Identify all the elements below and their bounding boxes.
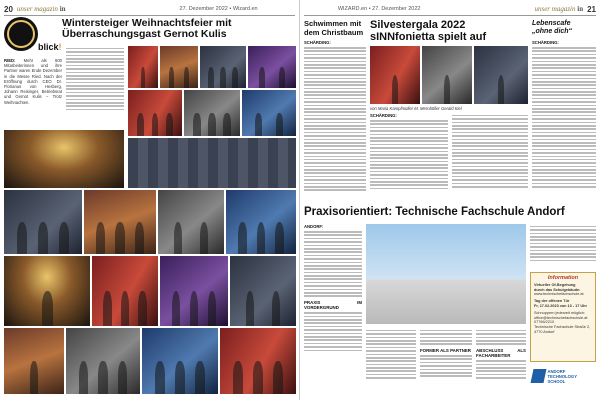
photo-group-bottom-2 [142,328,218,394]
photo-table-far [226,190,296,254]
right-page-number: 21 [587,4,596,14]
photo-group-blue [242,90,296,136]
info-link[interactable]: www.technischefachschule.at [534,292,584,297]
story1-column: SCHÄRDING: [304,40,366,200]
photo-audience [128,138,296,188]
info-line: durch das Schulgebäude: [534,287,581,292]
left-intro-column: RIED: Mehr als 600 Mitarbeiterinnen und ihre Partner waren Ende Dezember in die Messe Ried. Nach der Eröffnung durch CEO Dr. Florianus von Hesberg, Johann Reisinger, Betriebsrat und Gernot Kulis – Trotz Weihnachten. [4,58,62,105]
right-header-rule [304,15,596,16]
left-header-rule [4,15,295,16]
school-logo-icon [531,369,547,383]
left-text-column-2 [66,46,124,126]
main-column-5 [530,224,596,270]
main-column-2 [366,328,416,394]
photo-group-gray [184,90,240,136]
photo-guests [128,46,158,88]
unser-blick-logo-text: blick! [38,42,62,52]
photo-table-left [4,190,82,254]
main-column-3: FORMER ALS PARTNER [420,328,472,394]
information-box [530,272,596,362]
school-logo-text: ANDORF TECHNOLOGY SCHOOL [547,368,577,384]
photo-couple [160,46,198,88]
photo-kampfmueller [370,46,420,104]
story3-column: SCHÄRDING: [532,40,596,200]
information-title: Information [547,275,579,281]
story3-title: Lebenscafe „ohne dich“ [532,20,573,35]
photo-group-red [128,90,182,136]
unser-blick-logo [4,17,38,51]
left-page-number: 20 [4,4,13,14]
left-magazine-name: unser magazin in [16,5,66,13]
left-page-header [0,4,299,14]
right-page-header [300,4,600,14]
main-headline: Praxisorientiert: Technische Fachschule Andorf [304,206,565,218]
info-phone: 07766/2210 [534,320,555,325]
photo-table-mid [84,190,156,254]
story1-title: Schwimmen mit dem Christbaum [304,19,364,37]
photo-table-right [158,190,224,254]
info-line: Tag der offenen Tür [534,299,570,304]
info-line: Schnuppern jederzeit möglich: [534,310,586,315]
story2-column-2 [452,113,528,200]
andorf-technology-school-logo [532,364,594,388]
story2-column-1: SCHÄRDING: [370,113,448,200]
photo-hall [4,130,124,188]
main-column-1: ANDORF: PRAXIS IM VORDERGRUND [304,224,362,394]
left-date-line: 27. Dezember 2022 • Wizard.en [179,6,258,12]
photo-kiel [474,46,528,104]
right-date-line: WIZARD.en • 27. Dezember 2022 [337,6,421,12]
photo-table [200,46,246,88]
photo-staff-red [92,256,158,326]
story2-title: Silvestergala 2022 sINNfonietta spielt auf [370,19,487,43]
photo-group-bottom-1 [66,328,140,394]
story2-caption: von Maria Kampfmüller M. Mernböller Gerald Kiel [370,106,462,111]
main-column-4: ABSCHLUSS ALS FACHARBEITER [476,328,526,394]
right-page [300,0,600,400]
left-headline: Wintersteiger Weihnachtsfeier mit Überraschungsgast Gernot Kulis [62,17,232,41]
info-line: Virtueller Of-Begehung [534,282,576,287]
photo-kulis [4,328,64,394]
photo-stage-performer [4,256,90,326]
photo-group-bottom-3 [220,328,296,394]
photo-staff-purple [160,256,228,326]
photo-women [248,46,296,88]
photo-mernboeller [422,46,472,104]
info-line: Fr, 17.02.2023 von 13 - 17 Uhr [534,303,587,308]
info-address: Technische Fachschule Straße 2, 4770 Andorf [534,325,591,334]
right-magazine-name: unser magazin in [534,5,584,13]
info-email[interactable]: office@technischefachschule.at [534,315,588,320]
photo-staff-dark [230,256,296,326]
photo-school-building [366,224,526,324]
